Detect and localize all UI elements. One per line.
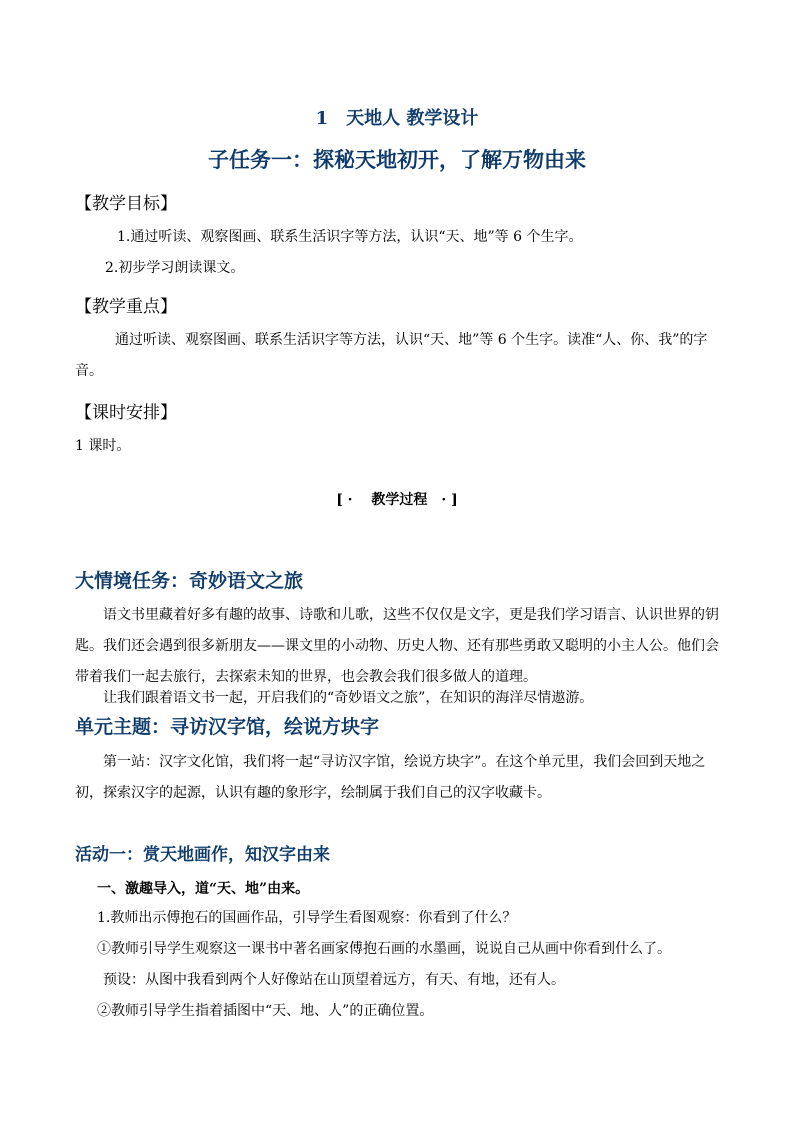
goals-heading: 【教学目标】 [75,194,177,214]
key-points-text: 通过听读、观察图画、联系生活识字等方法，认识“天、地”等 6 个生字。读准“人、你、我”的字音。 [75,332,708,379]
lesson-title: 1 天地人 教学设计 [315,108,479,129]
lesson-subtitle: 子任务一：探秘天地初开，了解万物由来 [208,147,586,172]
goal-item-1: 1.通过听读、观察图画、联系生活识字等方法，认识“天、地”等 6 个生字。 [117,229,583,245]
activity1-step-heading: 一、激趣导入，道“天、地”由来。 [97,881,310,897]
unit-theme-heading: 单元主题：寻访汉字馆，绘说方块字 [75,716,380,738]
key-points-heading: 【教学重点】 [75,297,177,317]
big-task-paragraph-2: 让我们跟着语文书一起，开启我们的“奇妙语文之旅”，在知识的海洋尽情遨游。 [103,690,594,706]
activity1-heading: 活动一：赏天地画作，知汉字由来 [75,845,330,865]
activity1-line-4: ②教师引导学生指着插图中“天、地、人”的正确位置。 [97,1003,434,1019]
activity1-line-2: ①教师引导学生观察这一课书中著名画家傅抱石画的水墨画，说说自己从画中你看到什么了。 [97,941,671,957]
goal-item-2: 2.初步学习朗读课文。 [105,260,245,276]
activity1-line-1: 1.教师出示傅抱石的国画作品，引导学生看图观察：你看到了什么？ [97,910,517,926]
activity1-line-3: 预设：从图中我看到两个人好像站在山顶望着远方，有天、有地，还有人。 [103,972,565,988]
unit-theme-paragraph: 第一站：汉字文化馆，我们将一起“寻访汉字馆，绘说方块字”。在这个单元里，我们会回到天地之初，探索汉字的起源，认识有趣的象形字，绘制属于我们自己的汉字收藏卡。 [75,754,706,801]
big-task-heading: 大情境任务：奇妙语文之旅 [75,570,304,592]
schedule-text: 1 课时。 [75,438,131,454]
schedule-heading: 【课时安排】 [75,403,177,423]
big-task-paragraph-1: 语文书里藏着好多有趣的故事、诗歌和儿歌，这些不仅仅是文字，更是我们学习语言、认识世界的钥匙。我们还会遇到很多新朋友——课文里的小动物、历史人物、还有那些勇敢又聪明的小主人公。他们会带着我们一起去旅行，去探索未知的世界，也会教会我们很多做人的道理。 [75,607,719,685]
process-heading: [ · 教学过程 · ] [336,492,458,508]
